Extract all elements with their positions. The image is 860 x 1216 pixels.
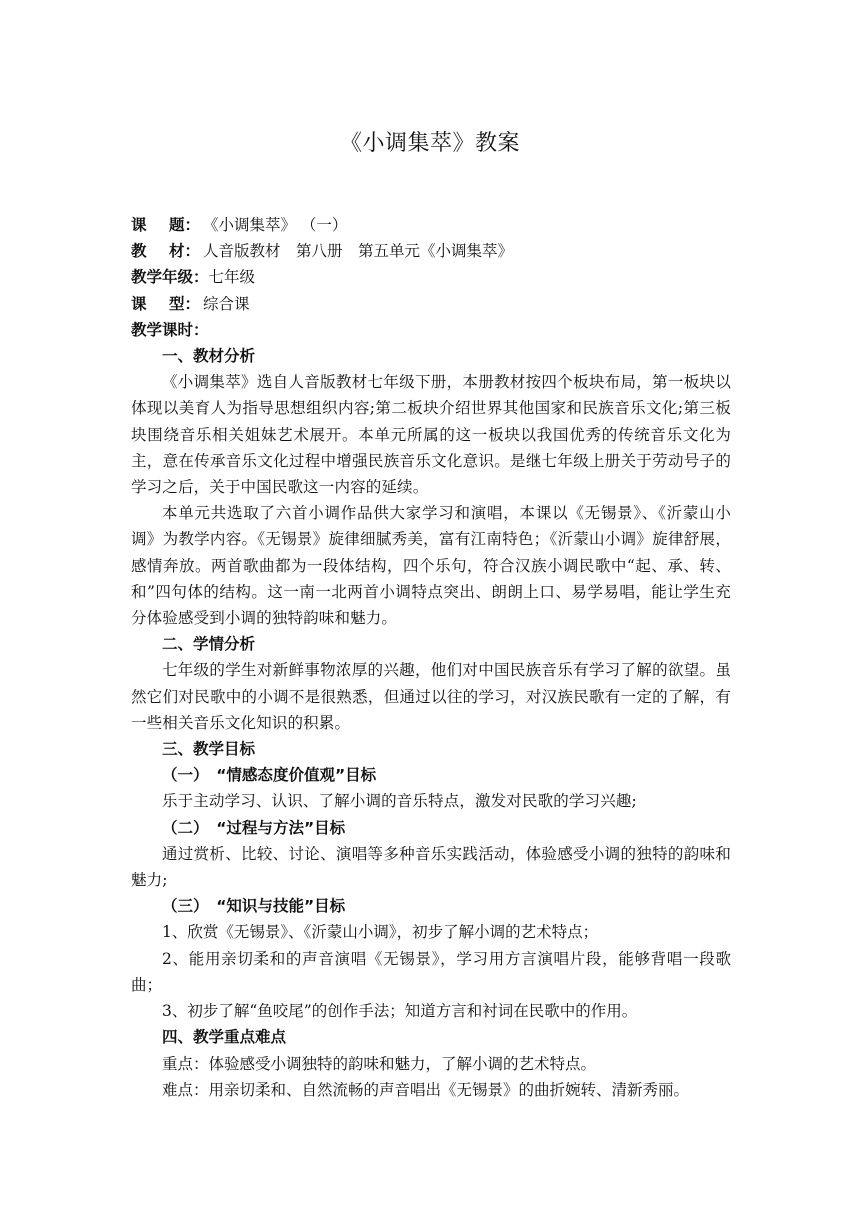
paragraph-difficulty: 难点：用亲切柔和、自然流畅的声音唱出《无锡景》的曲折婉转、清新秀丽。 xyxy=(162,1080,690,1099)
paragraph-key-point: 重点：体验感受小调独特的韵味和魅力，了解小调的艺术特点。 xyxy=(162,1054,597,1073)
meta-material-label xyxy=(131,238,203,264)
meta-type-value: 综合课 xyxy=(203,294,250,313)
section-heading-analysis: 一、教材分析 xyxy=(162,347,256,366)
meta-material-value: 人音版教材 第八册 第五单元《小调集萃》 xyxy=(203,242,514,261)
list-item-goal-3-3: 3、初步了解“鱼咬尾”的创作手法；知道方言和衬词在民歌中的作用。 xyxy=(162,1002,638,1021)
meta-grade-value: 七年级 xyxy=(208,268,256,287)
section-heading-key-points: 四、教学重点难点 xyxy=(162,1028,287,1047)
subheading-goal-2: （二） “过程与方法”目标 xyxy=(162,818,346,837)
meta-grade-label: 教学年级： xyxy=(131,268,209,287)
paragraph-analysis-1: 《小调集萃》选自人音版教材七年级下册，本册教材按四个板块布局，第一板块以体现以美育人为指导思想组织内容;第二板块介绍世界其他国家和民族音乐文化;第三板块围绕音乐相关姐妹艺术展开。本单元所属的这一板块以我国优秀的传统音乐文化为主，意在传承音乐文化过程中增强民族音乐文化意识。是继七年级上册关于劳动号子的学习之后，关于中国民歌这一内容的延续。 xyxy=(131,373,732,497)
meta-type-label-a: 课 xyxy=(131,294,147,313)
subheading-goal-3: （三） “知识与技能”目标 xyxy=(162,897,346,916)
paragraph-goal-1: 乐于主动学习、认识、了解小调的音乐特点，激发对民歌的学习兴趣; xyxy=(162,792,637,811)
paragraph-analysis-2: 本单元共选取了六首小调作品供大家学习和演唱，本课以《无锡景》、《沂蒙山小调》为教学内容。《无锡景》旋律细腻秀美，富有江南特色；《沂蒙山小调》旋律舒展，感情奔放。两首歌曲都为一段体结构，四个乐句，符合汉族小调民歌中“起、承、转、和”四句体的结构。这一南一北两首小调特点突出、朗朗上口、易学易唱，能让学生充分体验感受到小调的独特韵味和魅力。 xyxy=(131,504,731,628)
meta-topic-label-a: 课 xyxy=(131,216,147,234)
meta-type-label xyxy=(131,291,203,317)
list-item-goal-3-2: 2、能用亲切柔和的声音演唱《无锡景》，学习用方言演唱片段，能够背唱一段歌曲； xyxy=(131,949,731,994)
meta-topic xyxy=(131,212,731,238)
meta-topic-label xyxy=(131,212,203,238)
meta-topic-label-b: 题： xyxy=(169,216,201,234)
paragraph-students: 七年级的学生对新鲜事物浓厚的兴趣，他们对中国民族音乐有学习了解的欲望。虽然它们对民歌中的小调不是很熟悉，但通过以往的学习，对汉族民歌有一定的了解，有一些相关音乐文化知识的积累。 xyxy=(131,661,731,732)
document-body xyxy=(131,212,731,1103)
meta-topic-value: 《小调集萃》 （一） xyxy=(203,216,348,234)
meta-hours-label: 教学课时： xyxy=(131,320,209,339)
section-heading-students: 二、学情分析 xyxy=(162,635,256,654)
meta-type xyxy=(131,291,731,317)
section-heading-goals: 三、教学目标 xyxy=(162,740,256,759)
meta-grade xyxy=(131,264,731,290)
meta-material-label-a: 教 xyxy=(131,242,147,261)
meta-material xyxy=(131,238,731,264)
subheading-goal-1: （一） “情感态度价值观”目标 xyxy=(162,766,377,785)
document-title: 《小调集萃》教案 xyxy=(339,131,520,156)
meta-material-label-b: 材： xyxy=(169,242,201,261)
meta-hours xyxy=(131,317,731,343)
list-item-goal-3-1: 1、欣赏《无锡景》、《沂蒙山小调》，初步了解小调的艺术特点； xyxy=(162,923,599,942)
meta-type-label-b: 型： xyxy=(169,294,201,313)
paragraph-goal-2: 通过赏析、比较、讨论、演唱等多种音乐实践活动，体验感受小调的独特的韵味和魅力; xyxy=(131,844,731,890)
